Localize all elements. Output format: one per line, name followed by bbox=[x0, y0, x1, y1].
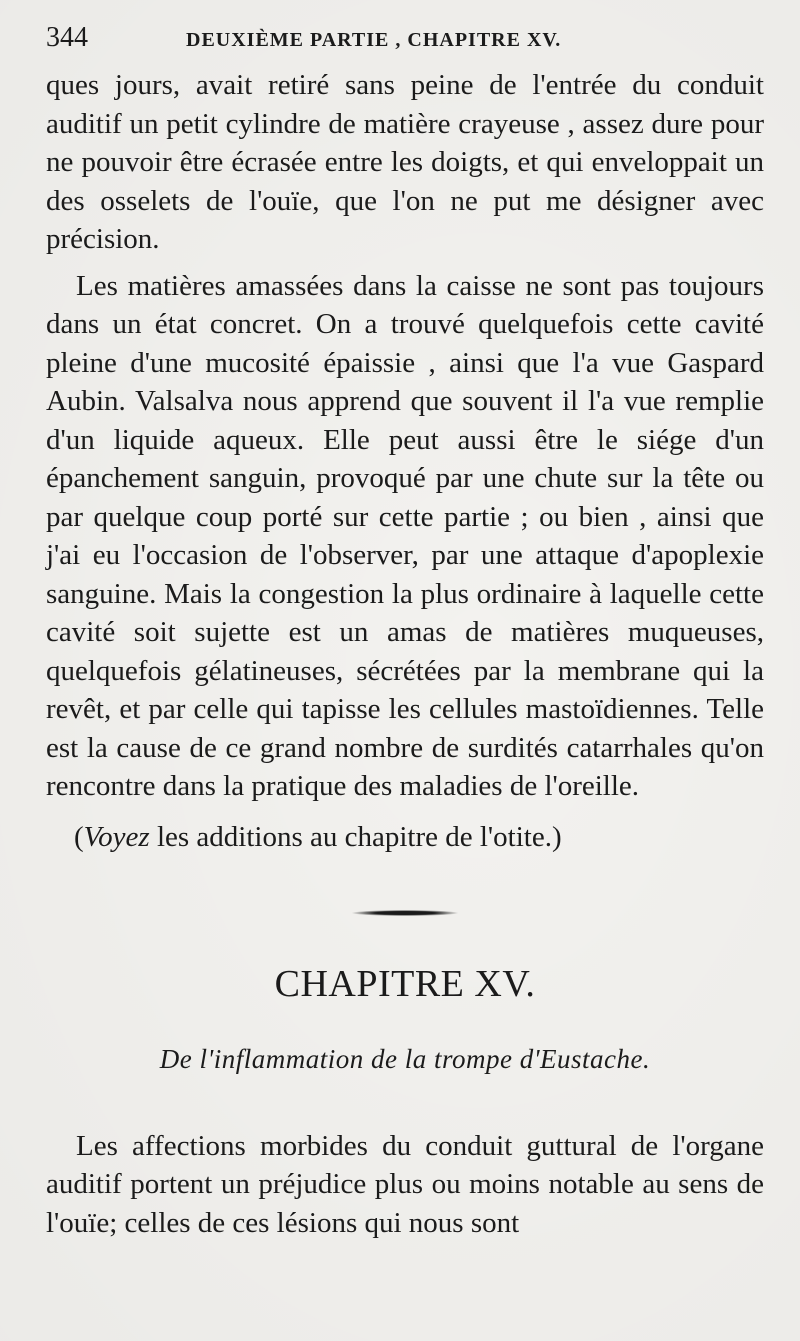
page-number: 344 bbox=[46, 22, 88, 53]
paragraph-matieres: Les matières amassées dans la caisse ne sont pas toujours dans un état concret. On a trouvé quelquefois cette cavité pleine d'une mucosité épaissie , ainsi que l'a vue Gaspard Aubin. Valsalva nous apprend que souvent il l'a vue remplie d'un liquide aqueux. Elle peut aussi être le siége d'un épanchement sanguin, provoqué par une chute sur la tête ou par quelque coup porté sur cette partie ; ou bien , ainsi que j'ai eu l'occasion de l'observer, par une attaque d'apoplexie sanguine. Mais la congestion la plus ordinaire à laquelle cette cavité soit sujette est un amas de matières muqueuses, quelquefois gélatineuses, sécrétées par la membrane qui la revêt, et par celle qui tapisse les cellules mastoïdiennes. Telle est la cause de ce grand nombre de surdités catarrhales qu'on rencontre dans la pratique des maladies de l'oreille. bbox=[46, 269, 764, 802]
additions-note bbox=[74, 818, 764, 856]
note-text: les additions au chapitre de l'otite.) bbox=[149, 820, 562, 853]
chapter-subtitle: De l'inflammation de la trompe d'Eustache. bbox=[159, 1043, 651, 1074]
paragraph-continuation: ques jours, avait retiré sans peine de l'entrée du conduit auditif un petit cylindre de matière crayeuse , assez dure pour ne pouvoir être écrasée entre les doigts, et qui enveloppait un des osselets de l'ouïe, que l'on ne put me désigner avec précision. bbox=[46, 69, 764, 255]
chapter-title: CHAPITRE XV. bbox=[274, 962, 536, 1005]
chapter-first-paragraph: Les affections morbides du conduit guttural de l'organe auditif portent un préjudice plus ou moins notable au sens de l'ouïe; celles de ces lésions qui nous sont bbox=[46, 1129, 764, 1239]
note-open-paren: ( bbox=[74, 820, 84, 853]
running-title: DEUXIÈME PARTIE , CHAPITRE XV. bbox=[186, 29, 562, 51]
section-divider bbox=[352, 910, 458, 916]
note-voyez: Voyez bbox=[83, 820, 150, 853]
running-head bbox=[46, 22, 764, 62]
